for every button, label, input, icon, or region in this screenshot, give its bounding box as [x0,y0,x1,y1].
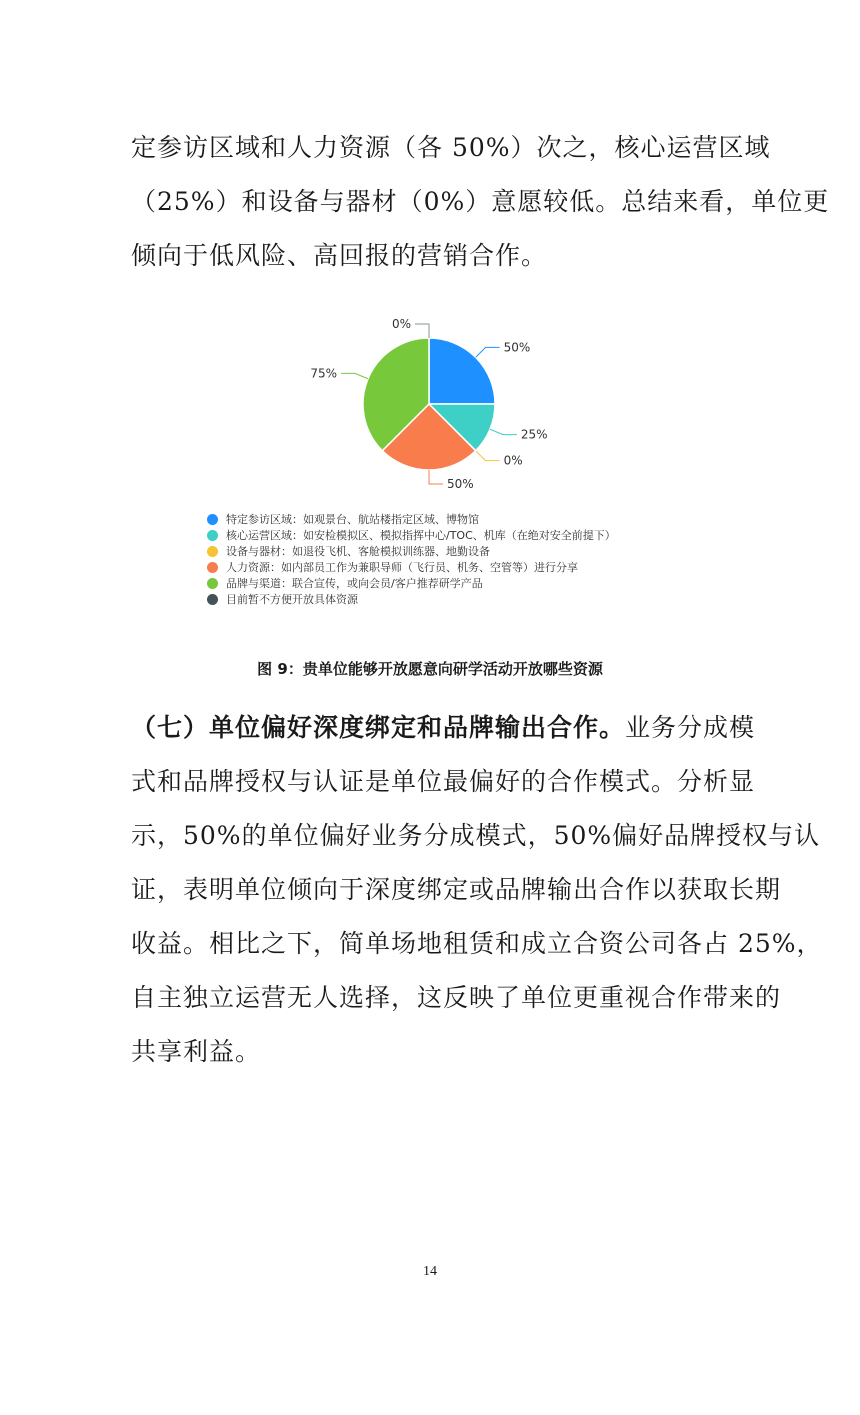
legend-item [207,511,687,527]
paragraph-line: 证，表明单位倾向于深度绑定或品牌输出合作以获取长期 [131,875,782,904]
legend-dot-icon [207,578,218,589]
pie-leader-line [490,429,517,434]
pie-chart-canvas [200,300,680,520]
legend-dot-icon [207,546,218,557]
legend-dot-icon [207,530,218,541]
pie-leader-line [341,373,368,378]
paragraph-line: 定参访区域和人力资源（各 50%）次之，核心运营区域 [131,133,771,162]
legend-label: 核心运营区域：如安检模拟区、模拟指挥中心/TOC、机库（在绝对安全前提下） [226,529,616,542]
paragraph-line: 收益。相比之下，简单场地租赁和成立合资公司各占 25%， [131,929,823,958]
legend-label: 品牌与渠道：联合宣传，或向会员/客户推荐研学产品 [226,577,483,590]
paragraph-line: 倾向于低风险、高回报的营销合作。 [131,241,548,270]
pie-slice-label: 25% [520,427,548,442]
paragraph-line: 自主独立运营无人选择，这反映了单位更重视合作带来的 [131,983,782,1012]
pie-slice-label: 75% [310,366,338,381]
legend-item [207,591,687,607]
legend-label: 特定参访区域：如观景台、航站楼指定区域、博物馆 [226,513,479,526]
paragraph-line [131,701,756,755]
pie-slice-label: 50% [503,340,531,355]
legend-item [207,543,687,559]
paragraph-line: 式和品牌授权与认证是单位最偏好的合作模式。分析显 [131,767,756,796]
heading-line-rest: 业务分成模 [625,713,756,742]
figure-caption: 图 9：贵单位能够开放愿意向研学活动开放哪些资源 [257,660,603,678]
pie-leader-line [476,451,500,461]
pie-slice-label: 0% [391,317,411,331]
page-number: 14 [423,1264,437,1279]
legend-label: 设备与器材：如退役飞机、客舱模拟训练器、地勤设备 [226,545,490,558]
legend-label: 目前暂不方便开放具体资源 [226,593,358,606]
pie-leader-line [415,324,429,338]
pie-chart [200,300,680,520]
legend-dot-icon [207,594,218,605]
legend-item [207,527,687,543]
pie-leader-line [429,470,443,484]
legend-dot-icon [207,514,218,525]
legend-item [207,559,687,575]
chart-legend [207,511,687,607]
paragraph-intro [131,121,830,283]
pie-slice-label: 50% [447,477,474,491]
legend-dot-icon [207,562,218,573]
paragraph-line: 共享利益。 [131,1037,262,1066]
pie-slice-label: 0% [503,453,523,468]
paragraph-section-7 [131,701,823,1079]
legend-label: 人力资源：如内部员工作为兼职导师（飞行员、机务、空管等）进行分享 [226,561,578,574]
pie-leader-line [476,347,500,357]
legend-item [207,575,687,591]
paragraph-line: （25%）和设备与器材（0%）意愿较低。总结来看，单位更 [131,187,830,216]
paragraph-line: 示，50%的单位偏好业务分成模式，50%偏好品牌授权与认 [131,821,821,850]
section-heading: （七）单位偏好深度绑定和品牌输出合作。 [131,713,626,742]
